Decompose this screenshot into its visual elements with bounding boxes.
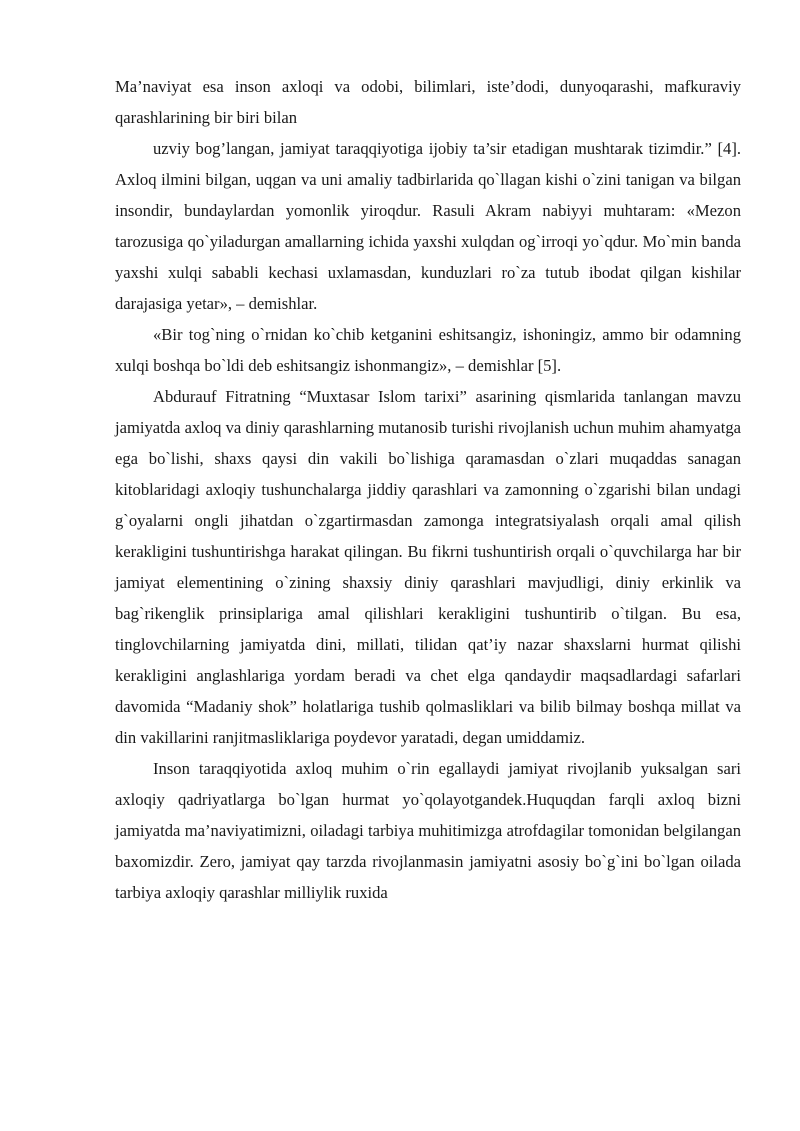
- paragraph-1: Ma’naviyat esa inson axloqi va odobi, bilimlari, iste’dodi, dunyoqarashi, mafkuraviy qarashlarining bir biri bilan: [115, 77, 741, 127]
- paragraph-2: uzviy bog’langan, jamiyat taraqqiyotiga ijobiy ta’sir etadigan mushtarak tizimdir.” [4]. Axloq ilmini bilgan, uqgan va uni amaliy tadbirlarida qo`llagan kishi o`zini tanigan va bilgan insondir, bundaylardan yomonlik yiroqdur. Rasuli Akram nabiyyi muhtaram: «Mezon tarozusiga qo`yiladurgan amallarning ichida yaxshi xulqdan og`irroqi yo`qdur. Mo`min banda yaxshi xulqi sababli kechasi uxlamasdan, kunduzlari ro`za tutub ibodat qilgan kishilar darajasiga yetar», – demishlar.: [115, 139, 741, 313]
- paragraph-3: «Bir tog`ning o`rnidan ko`chib ketganini eshitsangiz, ishoningiz, ammo bir odamning xulqi boshqa bo`ldi deb eshitsangiz ishonmangiz», – demishlar [5].: [115, 325, 741, 375]
- document-page: [115, 71, 741, 908]
- paragraph-5: Inson taraqqiyotida axloq muhim o`rin egallaydi jamiyat rivojlanib yuksalgan sari axloqiy qadriyatlarga bo`lgan hurmat yo`qolayotgandek.Huquqdan farqli axloq bizni jamiyatda ma’naviyatimizni, oiladagi tarbiya muhitimizga atrofdagilar tomonidan belgilangan baxomizdir. Zero, jamiyat qay tarzda rivojlanmasin jamiyatni asosiy bo`g`ini bo`lgan oilada tarbiya axloqiy qarashlar milliylik ruxida: [115, 759, 741, 902]
- paragraph-4: Abdurauf Fitratning “Muxtasar Islom tarixi” asarining qismlarida tanlangan mavzu jamiyatda axloq va diniy qarashlarning mutanosib turishi rivojlanish uchun muhim ahamyatga ega bo`lishi, shaxs qaysi din vakili bo`lishiga qaramasdan o`zlari muqaddas sanagan kitoblaridagi axloqiy tushunchalarga jiddiy qarashlari va zamonning o`zgarishi bilan undagi g`oyalarni ongli jihatdan o`zgartirmasdan zamonga integratsiyalash orqali amal qilish kerakligini tushuntirishga harakat qilingan. Bu fikrni tushuntirish orqali o`quvchilarga har bir jamiyat elementining o`zining shaxsiy diniy qarashlari mavjudligi, diniy erkinlik va bag`rikenglik prinsiplariga amal qilishlari kerakligini tushuntirib o`tilgan. Bu esa, tinglovchilarning jamiyatda dini, millati, tilidan qat’iy nazar shaxslarni hurmat qilishi kerakligini anglashlariga yordam beradi va chet elga qandaydir maqsadlardagi safarlari davomida “Madaniy shok” holatlariga tushib qolmasliklari va bilib bilmay boshqa millat va din vakillarini ranjitmasliklariga poydevor yaratadi, degan umiddamiz.: [115, 387, 741, 747]
